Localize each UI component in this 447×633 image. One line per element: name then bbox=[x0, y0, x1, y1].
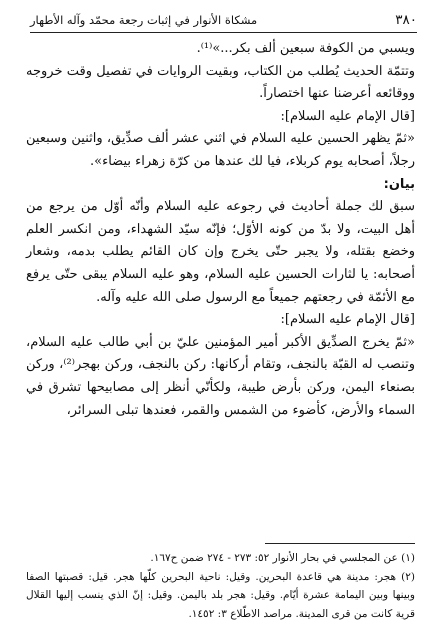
bayan-heading: بيان: bbox=[383, 176, 415, 192]
quoted-paragraph: «ثمّ يخرج الصدِّيق الأكبر أمير المؤمنين عليّ بن أبي طالب عليه السلام، وتنصب له القبّة بالنجف، وتقام أركانها: ركن بالنجف، وركن بهجر⁽²⁾، وركن بصنعاء اليمن، وركن بأرض طيبة، ولكأنّي أنظر إلى مصابيحها تشرق في السماء والأرض، كأضوء من الشمس والقمر، فعندها تبلى السرائر، bbox=[26, 334, 415, 418]
section-label: [قال الإمام عليه السلام]: bbox=[280, 108, 415, 124]
main-text bbox=[26, 38, 415, 422]
footnote: (٢) هجر: مدينة هي قاعدة البحرين. وقيل: ناحية البحرين كلّها هجر. قيل: قصبتها الصفا وبينها وبين اليمامة عشرة أيّام. وقيل: هجر بلد باليمن. وقيل: إنّ الذي ينسب إليها القلال قرية كانت من قرى المدينة. مراصد الاطّلاع ٣: ١٤٥٢. bbox=[26, 570, 415, 620]
quoted-paragraph: «ثمّ يظهر الحسين عليه السلام في اثني عشر ألف صدِّيق، واثنين وسبعين رجلاً، أصحابه يوم كربلاء، فيا لك عندها من كرّة زهراء بيضاء». bbox=[26, 131, 415, 169]
paragraph: ويسبي من الكوفة سبعين ألف بكر...»⁽¹⁾. bbox=[196, 41, 415, 56]
page-number: ٣٨٠ bbox=[395, 12, 417, 28]
running-title: مشكاة الأنوار في إثبات رجعة محمّد وآله الأطهار bbox=[30, 13, 258, 27]
paragraph: وتتمّة الحديث يُطلب من الكتاب، وبقيت الروايات في تفصيل وقت خروجه ووقائعه أعرضنا عنها اختصاراً. bbox=[26, 63, 415, 102]
footnote-divider bbox=[265, 543, 415, 544]
section-label: [قال الإمام عليه السلام]: bbox=[280, 312, 415, 328]
page-header bbox=[30, 10, 417, 33]
footnotes bbox=[26, 549, 415, 623]
footnote: (١) عن المجلسي في بحار الأنوار ٥٢: ٢٧٣ - ٢٧٤ ضمن ح١٦٧. bbox=[150, 552, 415, 564]
paragraph: سبق لك جملة أحاديث في رجوعه عليه السلام وأنّه أوّل من يرجع من أهل البيت، ولا بدّ من كونه الأوّل؛ فإنّه سيّد الشهداء، ومن انكسر العلم وخضع بقتله، ولا يجبر حتّى يخرج وإن كان القائم يطلب بدمه، وشعار أصحابه: يا لثارات الحسين عليه السلام، وهو عليه السلام يبقى حتّى يرفع مع الأئمّة في رجعتهم جميعاً مع الرسول صلى الله عليه وآله. bbox=[26, 199, 415, 305]
